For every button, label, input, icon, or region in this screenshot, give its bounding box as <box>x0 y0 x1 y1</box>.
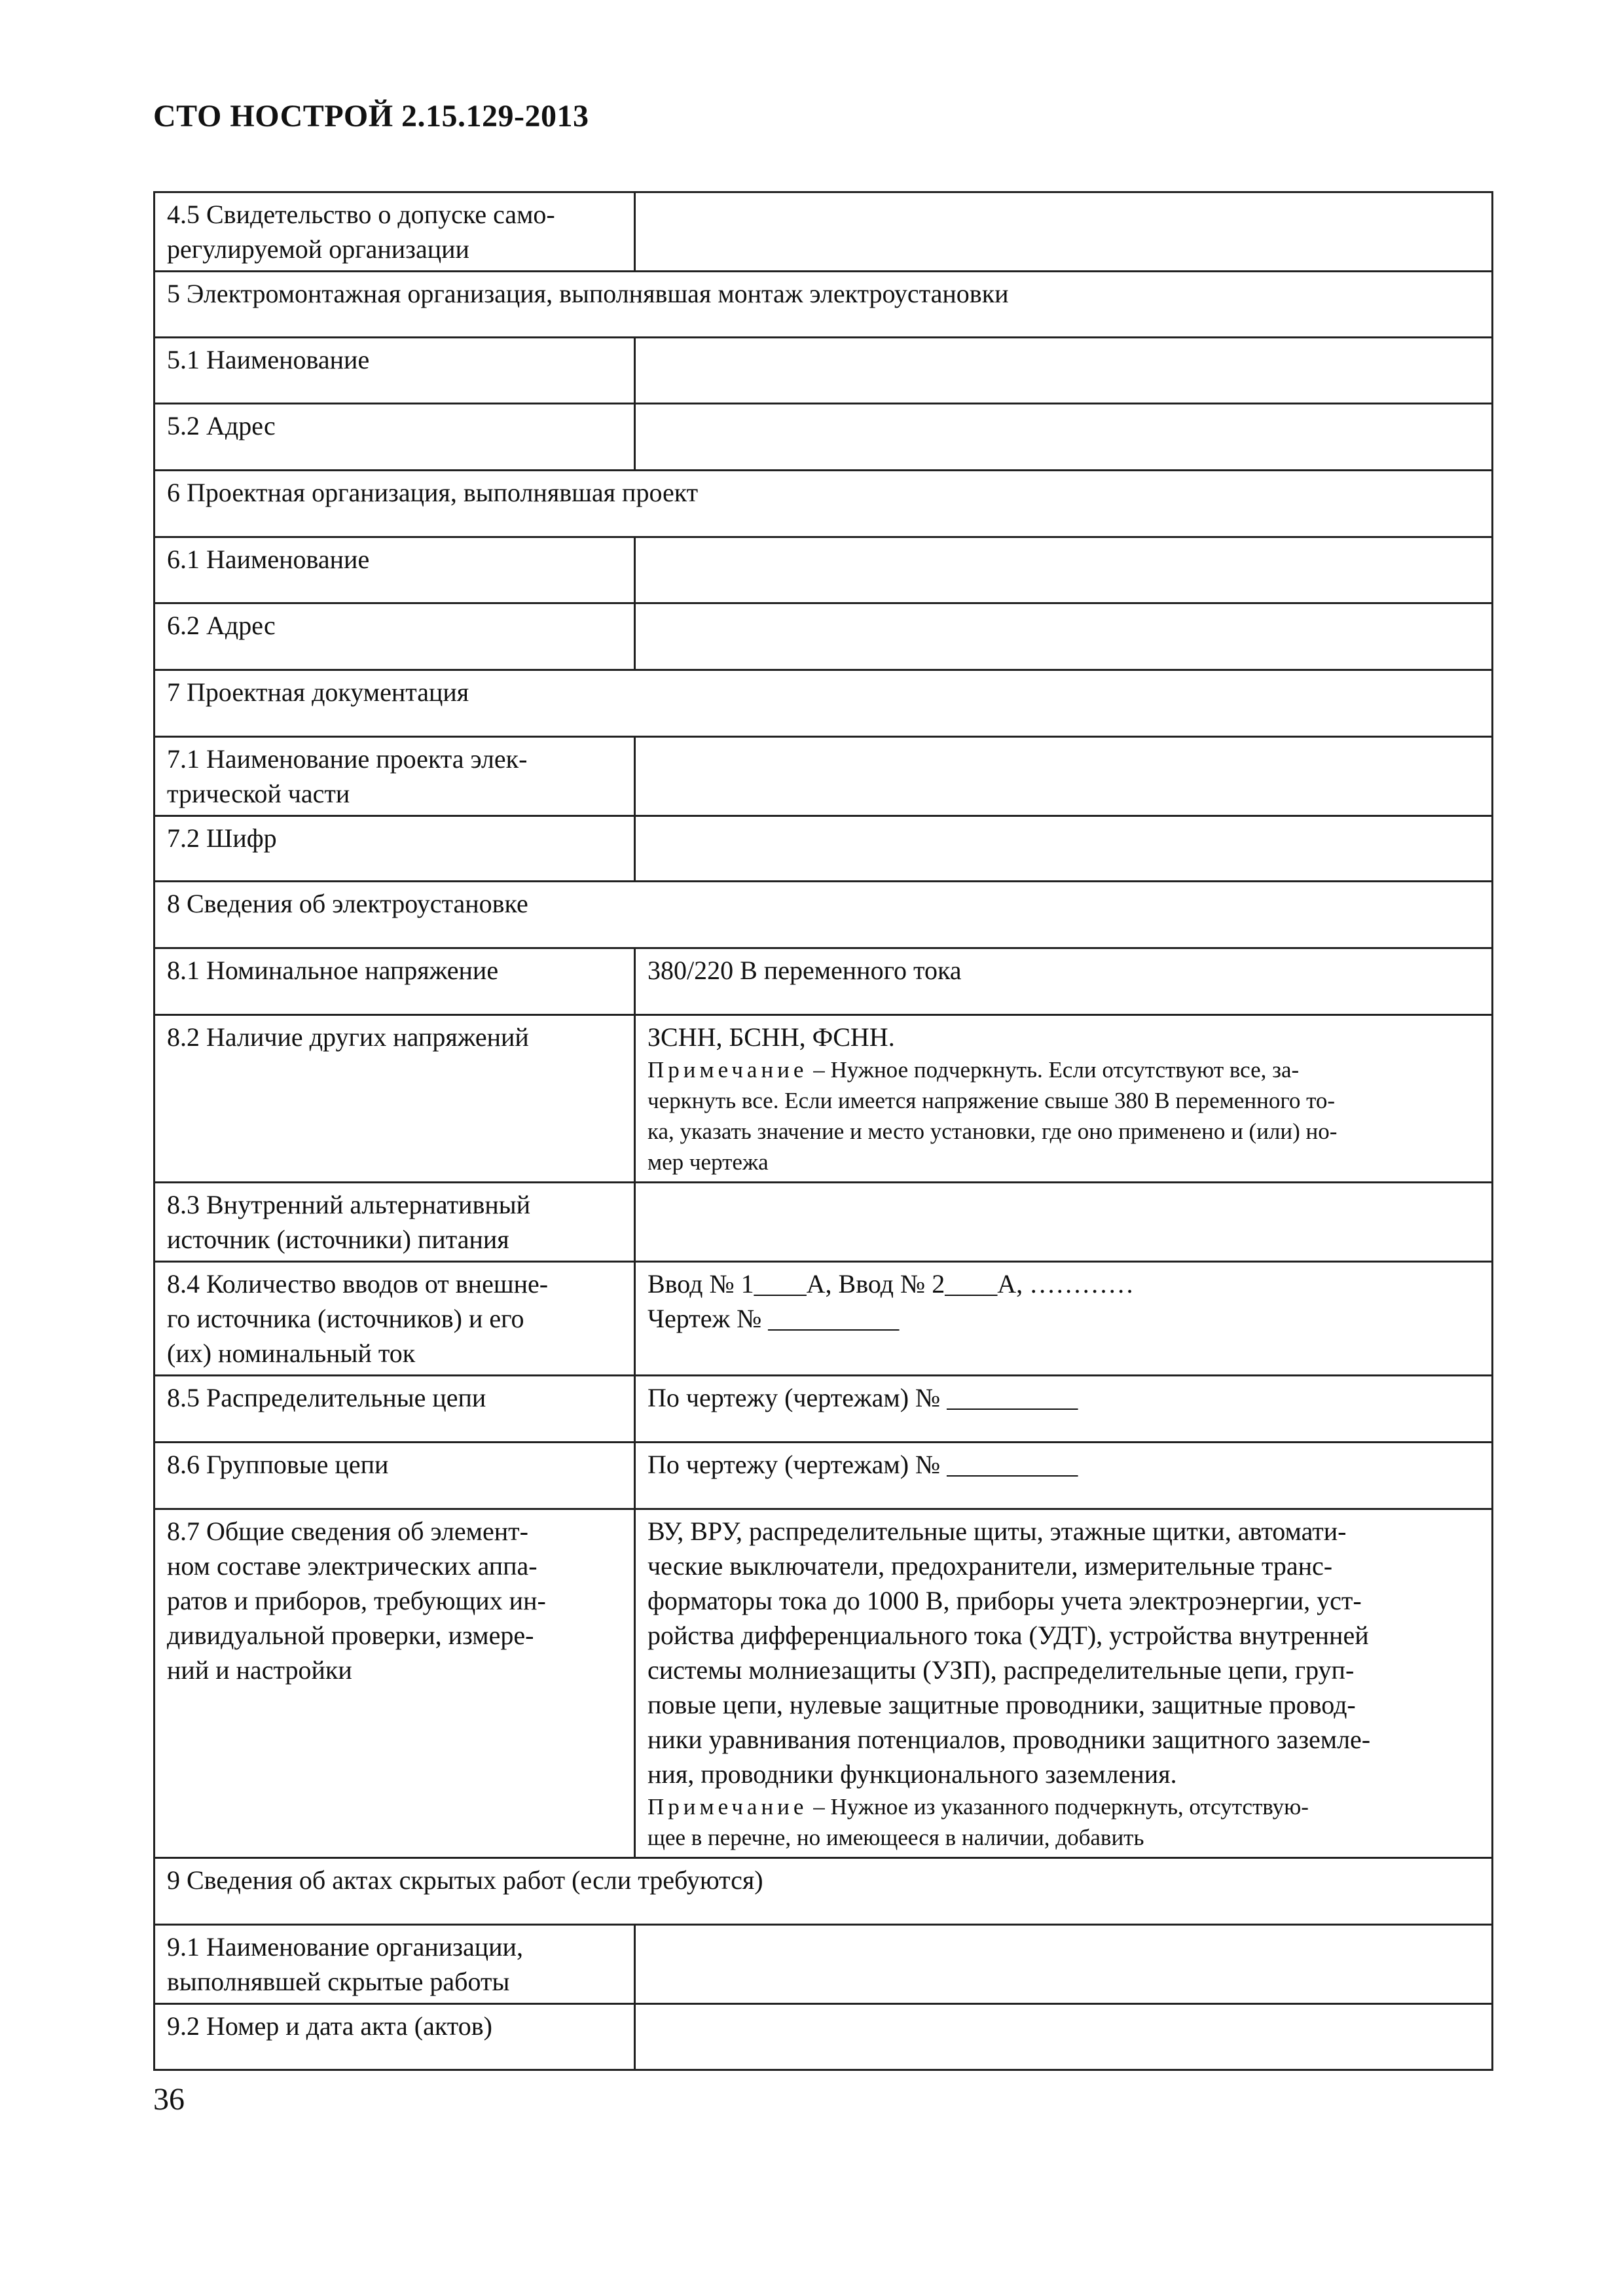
row-value <box>635 1262 1493 1376</box>
note-line: – Нужное из указанного подчеркнуть, отсутствую- <box>807 1794 1309 1820</box>
row-label <box>155 1183 635 1262</box>
form-table <box>153 191 1493 2071</box>
note-line: – Нужное подчеркнуть. Если отсутствуют все, за- <box>807 1057 1300 1083</box>
label-line: ратов и приборов, требующих ин- <box>167 1586 546 1615</box>
row-value <box>635 1925 1493 2004</box>
table-row <box>155 1183 1493 1262</box>
value-line: форматоры тока до 1000 В, приборы учета электроэнергии, уст- <box>647 1586 1362 1615</box>
section-heading: 8 Сведения об электроустановке <box>155 882 1493 948</box>
row-label: 7.2 Шифр <box>155 816 635 882</box>
section-heading: 7 Проектная документация <box>155 670 1493 737</box>
label-line: источник (источники) питания <box>167 1225 509 1254</box>
label-line: выполнявшей скрытые работы <box>167 1967 510 1996</box>
label-line: дивидуальной проверки, измере- <box>167 1621 534 1650</box>
section-row <box>155 471 1493 537</box>
row-value <box>635 2004 1493 2070</box>
table-row <box>155 338 1493 404</box>
label-line: ний и настройки <box>167 1655 352 1685</box>
table-row <box>155 1925 1493 2004</box>
row-value <box>635 1509 1493 1858</box>
table-row <box>155 192 1493 272</box>
note-label: Примечание <box>647 1057 808 1083</box>
section-row <box>155 670 1493 737</box>
value-line: ники уравнивания потенциалов, проводники защитного заземле- <box>647 1725 1371 1754</box>
note-label: Примечание <box>647 1794 808 1820</box>
row-label <box>155 1262 635 1376</box>
label-line: ном составе электрических аппа- <box>167 1551 538 1581</box>
table-row <box>155 1443 1493 1509</box>
table-row <box>155 404 1493 471</box>
row-value: По чертежу (чертежам) № __________ <box>635 1443 1493 1509</box>
label-line: 8.3 Внутренний альтернативный <box>167 1190 531 1219</box>
note-line: щее в перечне, но имеющееся в наличии, добавить <box>647 1825 1144 1850</box>
section-heading: 9 Сведения об актах скрытых работ (если требуются) <box>155 1858 1493 1925</box>
note-line: мер чертежа <box>647 1149 769 1175</box>
table-row <box>155 948 1493 1015</box>
value-line: Чертеж № __________ <box>647 1304 900 1333</box>
row-label: 9.2 Номер и дата акта (актов) <box>155 2004 635 2070</box>
table-row <box>155 1509 1493 1858</box>
value-line: системы молниезащиты (УЗП), распределительные цепи, груп- <box>647 1655 1355 1685</box>
label-line: 9.1 Наименование организации, <box>167 1932 523 1962</box>
note-block <box>647 1054 1480 1177</box>
row-value <box>635 404 1493 471</box>
label-line: 8.4 Количество вводов от внешне- <box>167 1269 549 1299</box>
row-value <box>635 537 1493 603</box>
value-line: ческие выключатели, предохранители, измерительные транс- <box>647 1551 1333 1581</box>
section-row <box>155 272 1493 338</box>
label-line: 7.1 Наименование проекта элек- <box>167 744 528 774</box>
value-line: ройства дифференциального тока (УДТ), устройства внутренней <box>647 1621 1369 1650</box>
note-block <box>647 1791 1480 1853</box>
value-line: ВУ, ВРУ, распределительные щиты, этажные щитки, автомати- <box>647 1516 1347 1546</box>
label-line: 8.7 Общие сведения об элемент- <box>167 1516 528 1546</box>
label-line: 4.5 Свидетельство о допуске само- <box>167 200 555 229</box>
table-row <box>155 1015 1493 1183</box>
section-heading: 5 Электромонтажная организация, выполнявшая монтаж электроустановки <box>155 272 1493 338</box>
value-line: Ввод № 1____А, Ввод № 2____А, ………… <box>647 1269 1135 1299</box>
row-label: 8.1 Номинальное напряжение <box>155 948 635 1015</box>
value-line: повые цепи, нулевые защитные проводники, защитные провод- <box>647 1690 1356 1719</box>
row-label <box>155 1509 635 1858</box>
label-line: трической части <box>167 779 350 808</box>
row-label: 8.2 Наличие других напряжений <box>155 1015 635 1183</box>
row-value <box>635 1015 1493 1183</box>
table-row <box>155 537 1493 603</box>
row-value <box>635 1183 1493 1262</box>
table-row <box>155 603 1493 670</box>
document-header: СТО НОСТРОЙ 2.15.129-2013 <box>153 99 589 134</box>
value-text: ЗСНН, БСНН, ФСНН. <box>647 1022 895 1052</box>
table-row <box>155 1262 1493 1376</box>
section-row <box>155 882 1493 948</box>
row-label: 6.1 Наименование <box>155 537 635 603</box>
table-row <box>155 2004 1493 2070</box>
row-label: 6.2 Адрес <box>155 603 635 670</box>
note-line: черкнуть все. Если имеется напряжение свыше 380 В переменного то- <box>647 1088 1336 1113</box>
row-label: 5.1 Наименование <box>155 338 635 404</box>
table-row <box>155 737 1493 816</box>
section-heading: 6 Проектная организация, выполнявшая проект <box>155 471 1493 537</box>
label-line: (их) номинальный ток <box>167 1338 416 1368</box>
note-line: ка, указать значение и место установки, где оно применено и (или) но- <box>647 1119 1338 1144</box>
row-label: 5.2 Адрес <box>155 404 635 471</box>
row-label <box>155 737 635 816</box>
row-value: По чертежу (чертежам) № __________ <box>635 1376 1493 1443</box>
page-number: 36 <box>153 2082 185 2117</box>
row-value <box>635 737 1493 816</box>
row-value <box>635 816 1493 882</box>
table-row <box>155 816 1493 882</box>
row-label <box>155 1925 635 2004</box>
row-label <box>155 192 635 272</box>
row-value <box>635 603 1493 670</box>
row-value: 380/220 В переменного тока <box>635 948 1493 1015</box>
row-label: 8.6 Групповые цепи <box>155 1443 635 1509</box>
label-line: регулируемой организации <box>167 234 469 264</box>
value-line: ния, проводники функционального заземления. <box>647 1759 1177 1789</box>
label-line: го источника (источников) и его <box>167 1304 524 1333</box>
table-row <box>155 1376 1493 1443</box>
row-value <box>635 338 1493 404</box>
row-value <box>635 192 1493 272</box>
row-label: 8.5 Распределительные цепи <box>155 1376 635 1443</box>
section-row <box>155 1858 1493 1925</box>
